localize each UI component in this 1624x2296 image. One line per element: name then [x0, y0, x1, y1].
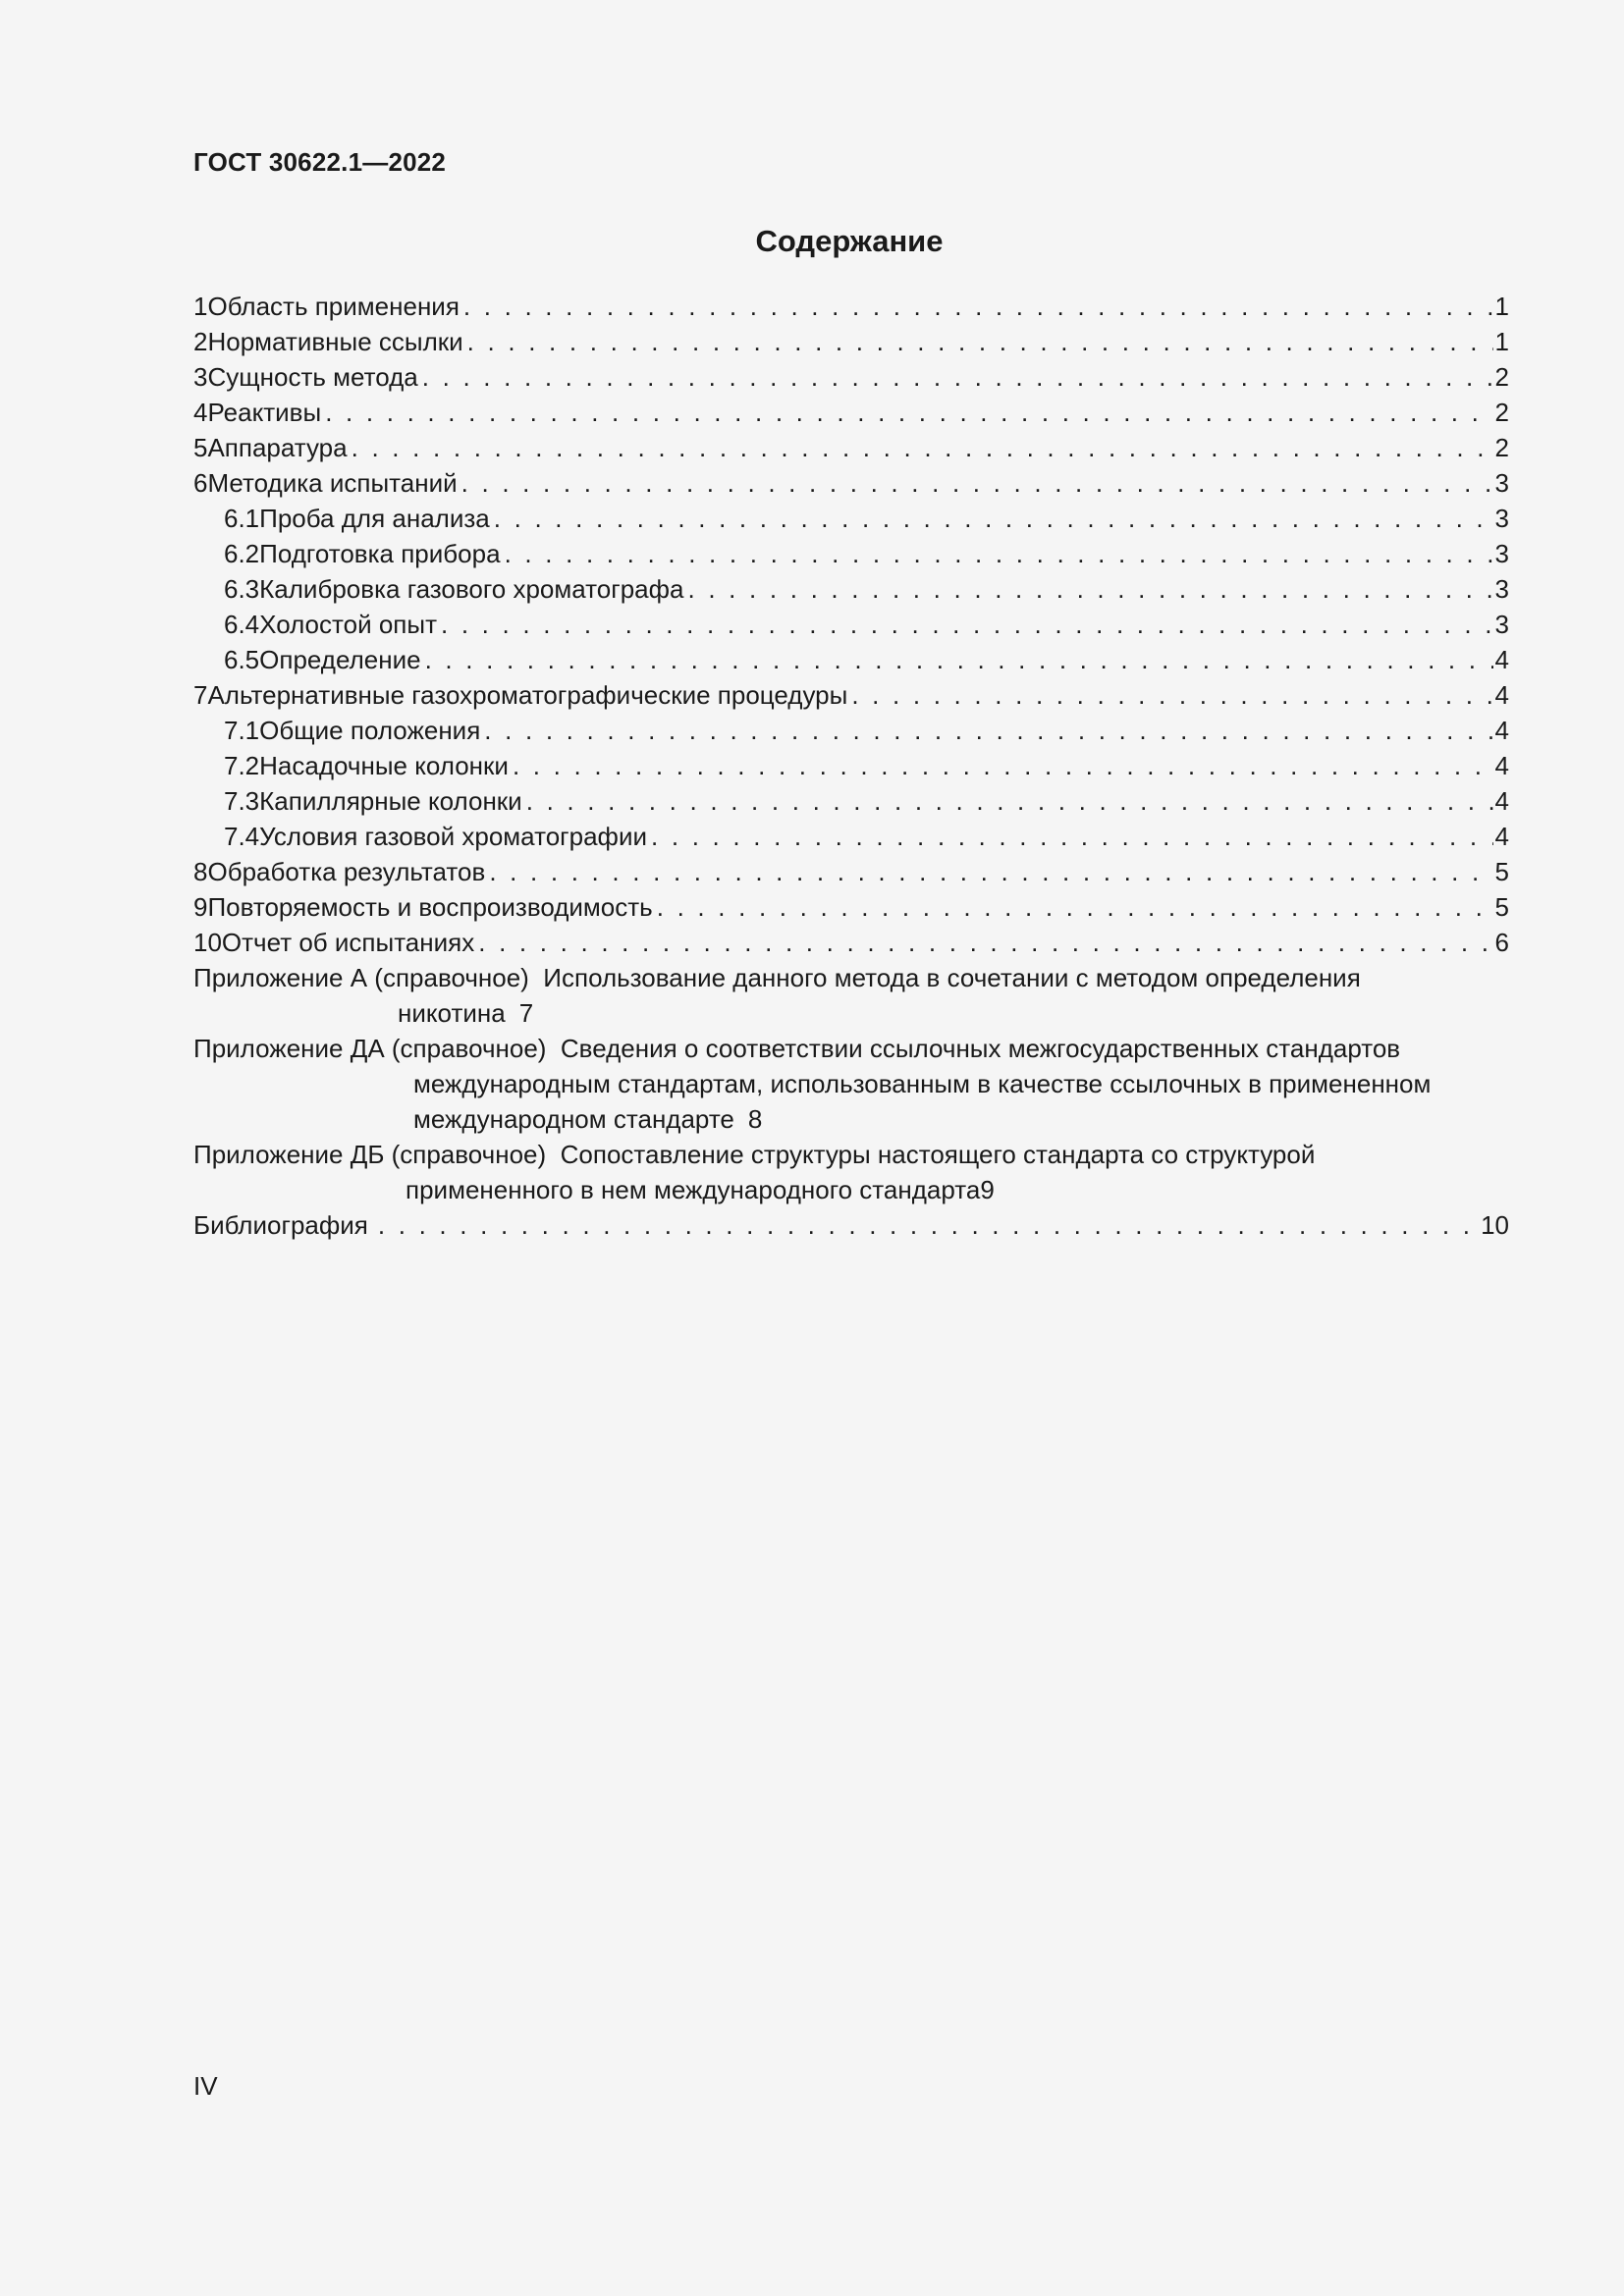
table-of-contents: [193, 289, 1509, 1243]
toc-entry-5[interactable]: [193, 430, 1509, 465]
toc-entry-page: 3: [1494, 504, 1509, 533]
page-number: IV: [193, 2071, 218, 2101]
toc-entry-number: 1: [193, 292, 208, 321]
toc-entry-text: Сущность метода: [207, 362, 418, 392]
toc-entry-number: 6.3: [224, 574, 260, 604]
toc-title: Содержание: [755, 224, 944, 258]
appendix-label: Приложение ДБ (справочное): [193, 1140, 547, 1169]
toc-entry-text: Нормативные ссылки: [207, 327, 463, 356]
appendix-title-line: Сведения о соответствии ссылочных межгосударственных стандартов: [560, 1034, 1401, 1063]
toc-entry-text: Повторяемость и воспроизводимость: [207, 892, 653, 922]
toc-entry-number: 3: [193, 362, 208, 392]
dot-leader: [494, 501, 1493, 536]
toc-entry-number: 7.4: [224, 822, 260, 851]
appendix-title-line: примененного в нем международного стандарта: [406, 1175, 981, 1204]
toc-entry-text: Отчет об испытаниях: [221, 928, 475, 957]
dot-leader: [513, 748, 1493, 783]
dot-leader: [484, 713, 1492, 748]
dot-leader: [378, 1207, 1479, 1243]
toc-entry-text: Область применения: [207, 292, 460, 321]
toc-entry-10[interactable]: [193, 925, 1509, 960]
appendix-continuation-line: [193, 1172, 1509, 1207]
dot-leader: [657, 889, 1493, 925]
toc-entry-text: Общие положения: [259, 716, 481, 745]
toc-appendix-da[interactable]: [193, 1031, 1509, 1137]
toc-entry-page: 4: [1494, 822, 1509, 851]
toc-entry-page: 6: [1494, 928, 1509, 957]
toc-entry-number: 6.1: [224, 504, 260, 533]
toc-entry-page: 2: [1494, 362, 1509, 392]
toc-entry-page: 5: [1494, 857, 1509, 886]
toc-entry-page: 3: [1494, 539, 1509, 568]
toc-appendix-db[interactable]: [193, 1137, 1509, 1207]
toc-entry-text: Калибровка газового хроматографа: [259, 574, 684, 604]
dot-leader: [441, 607, 1493, 642]
toc-entry-6-5[interactable]: [193, 642, 1509, 677]
toc-entry-6-2[interactable]: [193, 536, 1509, 571]
toc-entry-6-3[interactable]: [193, 571, 1509, 607]
toc-entry-text: Насадочные колонки: [259, 751, 509, 780]
dot-leader: [851, 677, 1492, 713]
dot-leader: [461, 465, 1493, 501]
toc-entry-number: 6.5: [224, 645, 260, 674]
appendix-title-line: международном стандарте: [413, 1104, 734, 1134]
toc-entry-page: 4: [1494, 751, 1509, 780]
toc-entry-page: 7: [518, 998, 534, 1028]
toc-entry-text: Обработка результатов: [207, 857, 486, 886]
toc-bibliography[interactable]: [193, 1207, 1509, 1243]
toc-entry-number: 7: [193, 680, 208, 710]
appendix-title-line: международным стандартам, использованным в качестве ссылочных в примененном: [413, 1069, 1432, 1098]
toc-entry-number: 6.4: [224, 610, 260, 639]
toc-entry-7[interactable]: [193, 677, 1509, 713]
dot-leader: [325, 395, 1492, 430]
dot-leader: [687, 571, 1492, 607]
toc-entry-text: Подготовка прибора: [259, 539, 501, 568]
toc-entry-text: Реактивы: [207, 398, 322, 427]
toc-entry-text: Методика испытаний: [207, 468, 458, 498]
appendix-title-line: Использование данного метода в сочетании с методом определения: [543, 963, 1361, 992]
toc-entry-7-3[interactable]: [193, 783, 1509, 819]
appendix-continuation-line: [193, 1066, 1509, 1101]
toc-entry-2[interactable]: [193, 324, 1509, 359]
toc-entry-text: Альтернативные газохроматографические процедуры: [207, 680, 848, 710]
dot-leader: [505, 536, 1493, 571]
toc-entry-8[interactable]: [193, 854, 1509, 889]
appendix-label: Приложение А (справочное): [193, 963, 529, 992]
appendix-title-line: никотина: [398, 998, 506, 1028]
dot-leader: [463, 289, 1493, 324]
appendix-heading-line: [193, 960, 1509, 995]
toc-entry-page: 3: [1494, 468, 1509, 498]
toc-entry-4[interactable]: [193, 395, 1509, 430]
toc-entry-page: 1: [1494, 292, 1509, 321]
toc-entry-number: 7.1: [224, 716, 260, 745]
toc-entry-3[interactable]: [193, 359, 1509, 395]
toc-entry-page: 2: [1494, 433, 1509, 462]
toc-entry-6[interactable]: [193, 465, 1509, 501]
toc-entry-number: 9: [193, 892, 208, 922]
toc-entry-number: 5: [193, 433, 208, 462]
dot-leader: [467, 324, 1493, 359]
appendix-title-line: Сопоставление структуры настоящего стандарта со структурой: [560, 1140, 1316, 1169]
toc-entry-number: 7.2: [224, 751, 260, 780]
toc-entry-page: 3: [1494, 610, 1509, 639]
dot-leader: [352, 430, 1493, 465]
toc-entry-page: 4: [1494, 645, 1509, 674]
toc-entry-page: 9: [980, 1175, 995, 1204]
toc-entry-number: 10: [193, 928, 222, 957]
dot-leader: [489, 854, 1492, 889]
toc-entry-text: Библиография: [193, 1210, 368, 1240]
toc-entry-page: 1: [1494, 327, 1509, 356]
toc-entry-page: 4: [1494, 680, 1509, 710]
dot-leader: [422, 359, 1493, 395]
toc-entry-number: 6: [193, 468, 208, 498]
toc-entry-text: Определение: [259, 645, 421, 674]
appendix-label: Приложение ДА (справочное): [193, 1034, 547, 1063]
toc-appendix-a[interactable]: [193, 960, 1509, 1031]
toc-entry-1[interactable]: [193, 289, 1509, 324]
toc-entry-text: Холостой опыт: [259, 610, 437, 639]
appendix-continuation-line: [193, 995, 1509, 1031]
toc-entry-page: 2: [1494, 398, 1509, 427]
toc-entry-text: Проба для анализа: [259, 504, 490, 533]
dot-leader: [478, 925, 1492, 960]
toc-entry-7-4[interactable]: [193, 819, 1509, 854]
toc-entry-number: 8: [193, 857, 208, 886]
toc-entry-page: 10: [1481, 1210, 1509, 1240]
toc-entry-text: Аппаратура: [207, 433, 348, 462]
dot-leader: [526, 783, 1493, 819]
toc-entry-number: 2: [193, 327, 208, 356]
toc-entry-page: 3: [1494, 574, 1509, 604]
toc-entry-number: 7.3: [224, 786, 260, 816]
appendix-heading-line: [193, 1031, 1509, 1066]
dot-leader: [425, 642, 1493, 677]
toc-entry-text: Капиллярные колонки: [259, 786, 522, 816]
document-code: ГОСТ 30622.1—2022: [193, 147, 447, 177]
appendix-continuation-line: [193, 1101, 1509, 1137]
toc-entry-7-1[interactable]: [193, 713, 1509, 748]
appendix-heading-line: [193, 1137, 1509, 1172]
toc-entry-page: 4: [1494, 716, 1509, 745]
toc-entry-number: 4: [193, 398, 208, 427]
toc-entry-number: 6.2: [224, 539, 260, 568]
toc-entry-page: 8: [747, 1104, 763, 1134]
toc-entry-6-1[interactable]: [193, 501, 1509, 536]
toc-entry-7-2[interactable]: [193, 748, 1509, 783]
dot-leader: [651, 819, 1493, 854]
toc-entry-9[interactable]: [193, 889, 1509, 925]
toc-entry-page: 5: [1494, 892, 1509, 922]
toc-entry-6-4[interactable]: [193, 607, 1509, 642]
toc-entry-text: Условия газовой хроматографии: [259, 822, 647, 851]
toc-entry-page: 4: [1494, 786, 1509, 816]
